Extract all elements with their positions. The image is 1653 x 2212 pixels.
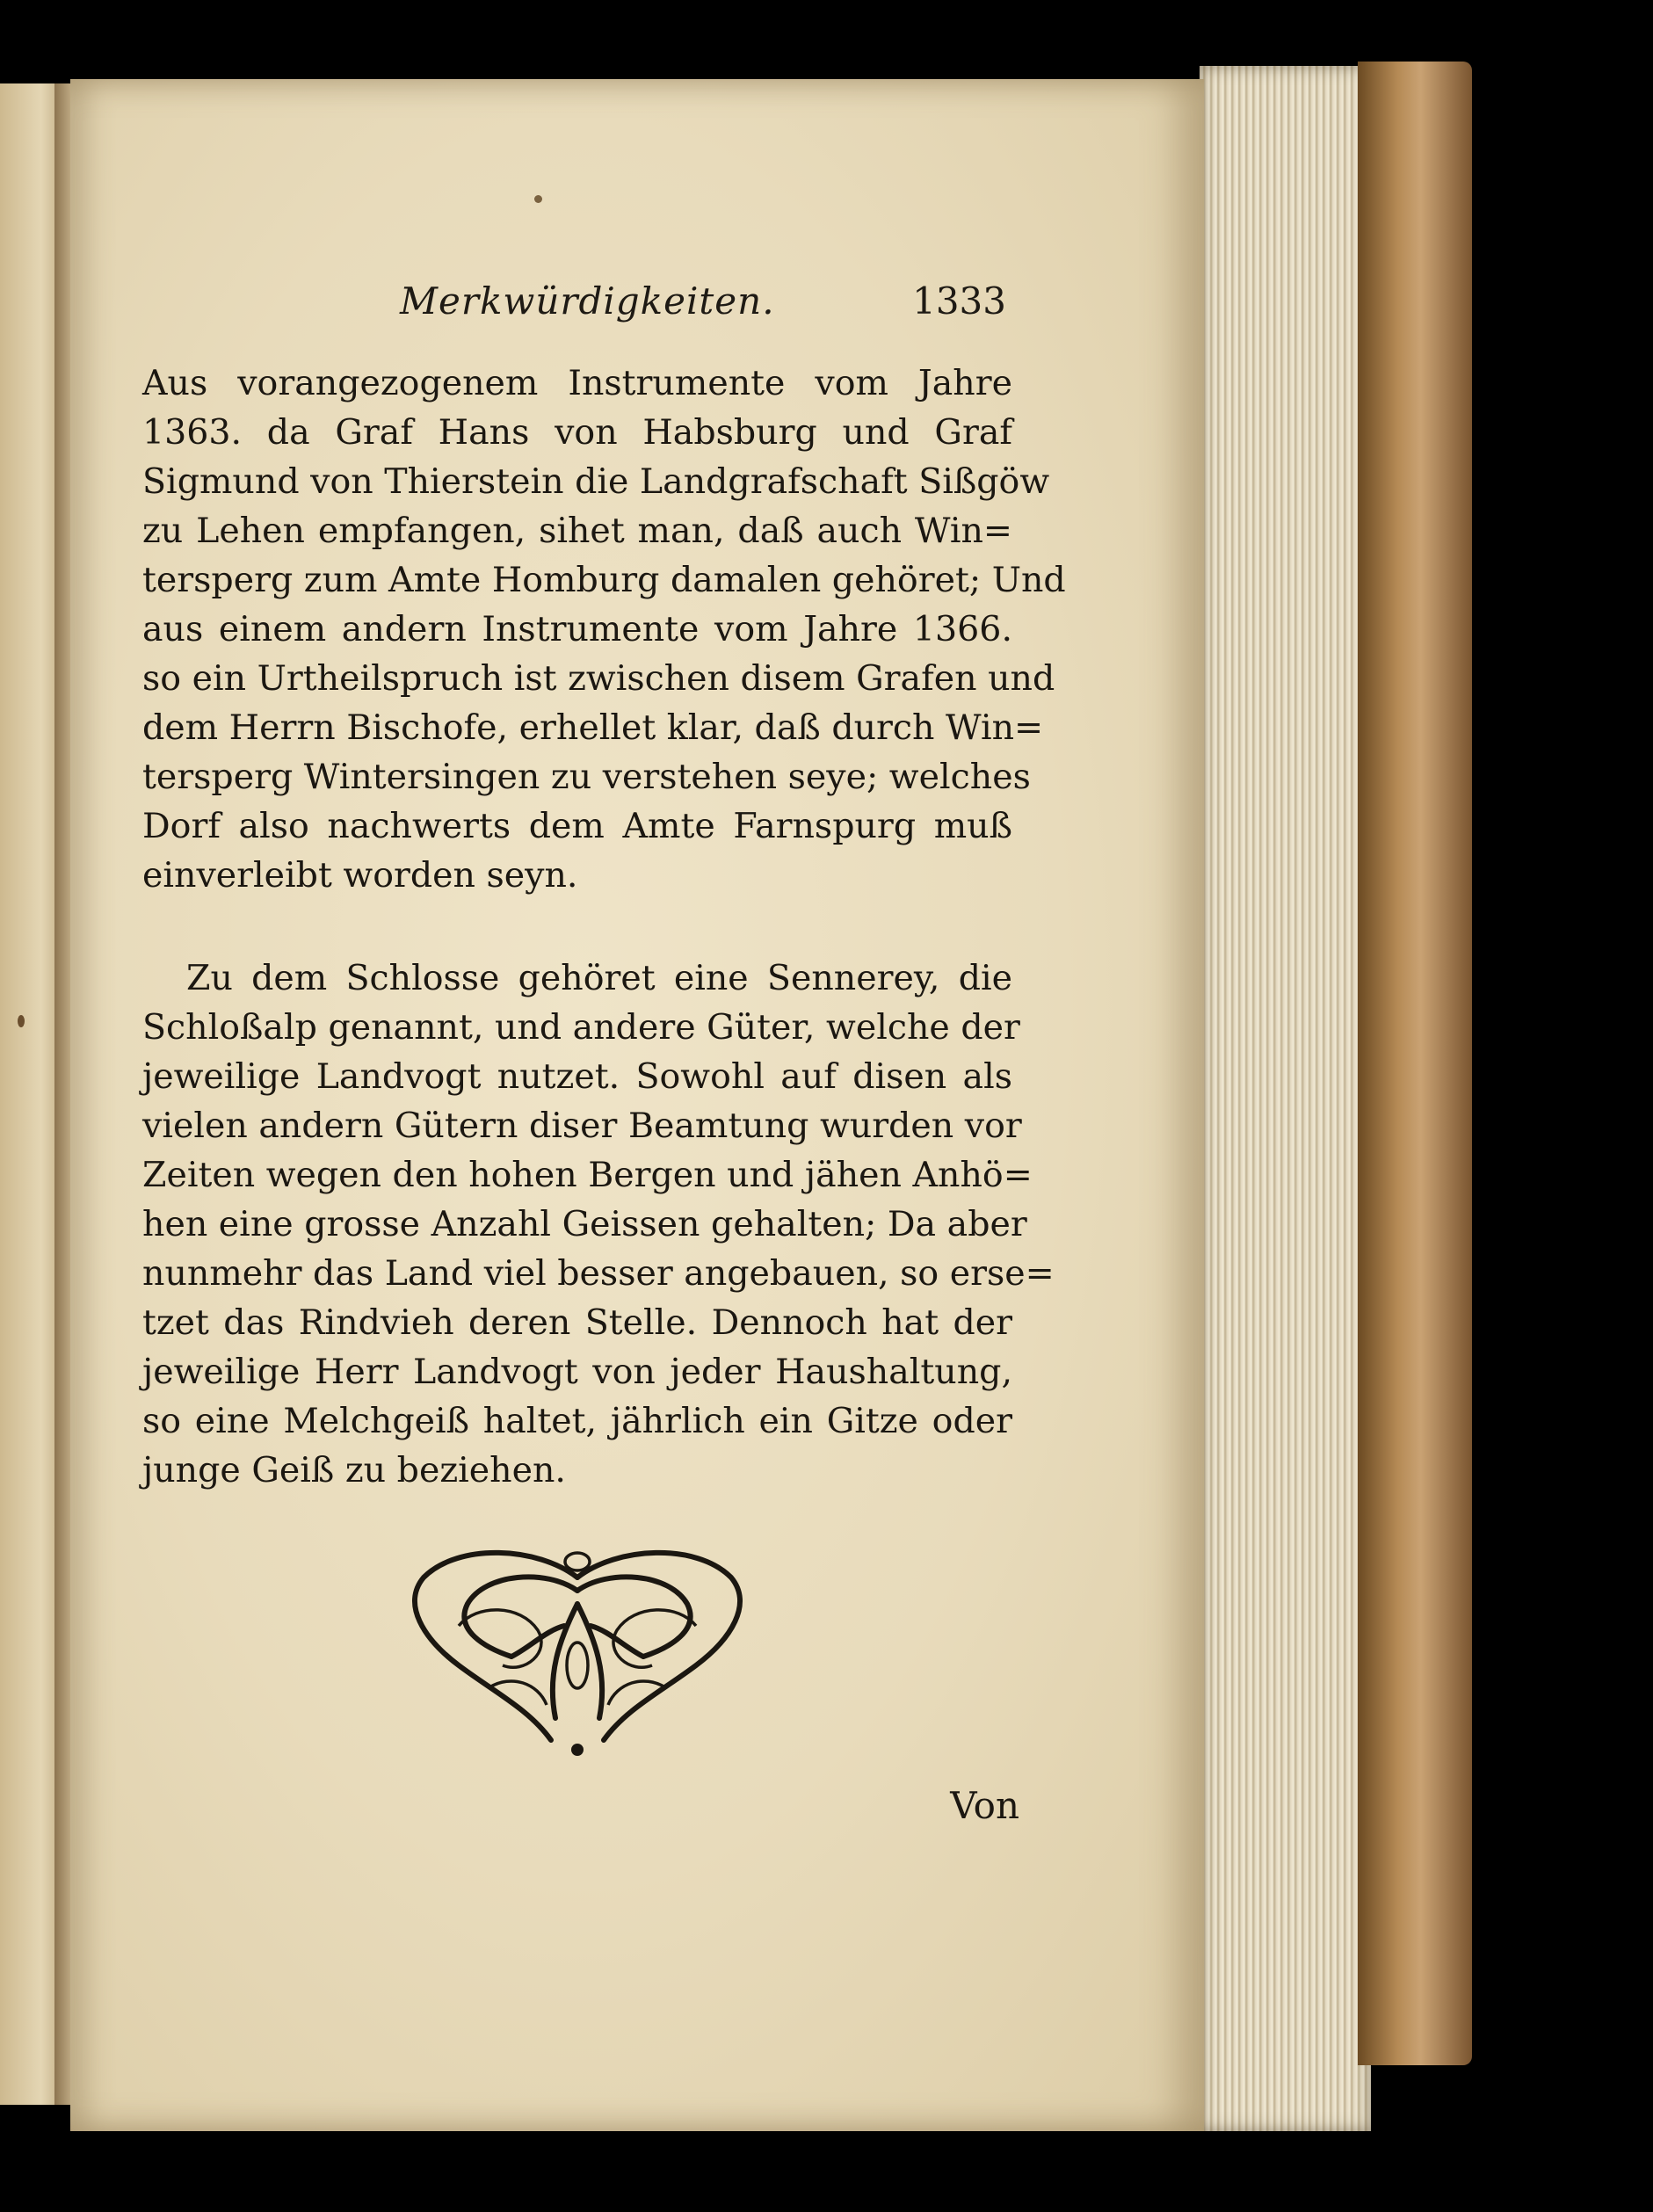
text-line: tersperg Wintersingen zu verstehen seye; welches [142, 757, 1031, 797]
paragraph-2 [142, 954, 1055, 1495]
paragraph-1 [142, 359, 1066, 900]
text-line: Dorf also nachwerts dem Amte Farnspurg muß [142, 806, 1012, 846]
catchword: Von [950, 1784, 1019, 1827]
text-line: tersperg zum Amte Homburg damalen gehöret; Und [142, 560, 1066, 600]
text-line: zu Lehen empfangen, sihet man, daß auch Win= [142, 511, 1012, 551]
text-line: so eine Melchgeiß haltet, jährlich ein Gitze oder [142, 1401, 1012, 1441]
text-line: Sigmund von Thierstein die Landgrafschaft Sißgöw [142, 461, 1050, 502]
page-stack-edges [1200, 66, 1371, 2131]
running-header [400, 279, 1006, 332]
text-line: dem Herrn Bischofe, erhellet klar, daß durch Win= [142, 707, 1044, 748]
text-line: einverleibt worden seyn. [142, 855, 578, 896]
text-line: Zeiten wegen den hohen Bergen und jähen Anhö= [142, 1155, 1033, 1195]
text-line: aus einem andern Instrumente vom Jahre 1366. [142, 609, 1012, 649]
text-line: so ein Urtheilspruch ist zwischen disem Grafen und [142, 658, 1055, 699]
text-line: 1363. da Graf Hans von Habsburg und Graf [142, 412, 1012, 453]
text-line: junge Geiß zu beziehen. [142, 1450, 566, 1490]
book-cover-edge [1358, 62, 1472, 2065]
text-line: hen eine grosse Anzahl Geissen gehalten; Da aber [142, 1204, 1027, 1244]
text-line: jeweilige Landvogt nutzet. Sowohl auf disen als [142, 1056, 1012, 1097]
text-line: Zu dem Schlosse gehöret eine Sennerey, die [186, 958, 1012, 998]
text-line: tzet das Rindvieh deren Stelle. Dennoch hat der [142, 1302, 1012, 1343]
running-title: Merkwürdigkeiten. [400, 279, 775, 323]
page-number: 1333 [912, 279, 1006, 323]
text-line: vielen andern Gütern diser Beamtung wurden vor [142, 1106, 1022, 1146]
text-line: jeweilige Herr Landvogt von jeder Haushaltung, [142, 1352, 1012, 1392]
text-line: Schloßalp genannt, und andere Güter, welche der [142, 1007, 1020, 1048]
ink-speck [18, 1015, 25, 1027]
text-line: Aus vorangezogenem Instrumente vom Jahre [142, 363, 1012, 403]
ornament-vignette [406, 1542, 749, 1758]
ink-speck [534, 195, 542, 203]
text-line: nunmehr das Land viel besser angebauen, so erse= [142, 1253, 1055, 1294]
